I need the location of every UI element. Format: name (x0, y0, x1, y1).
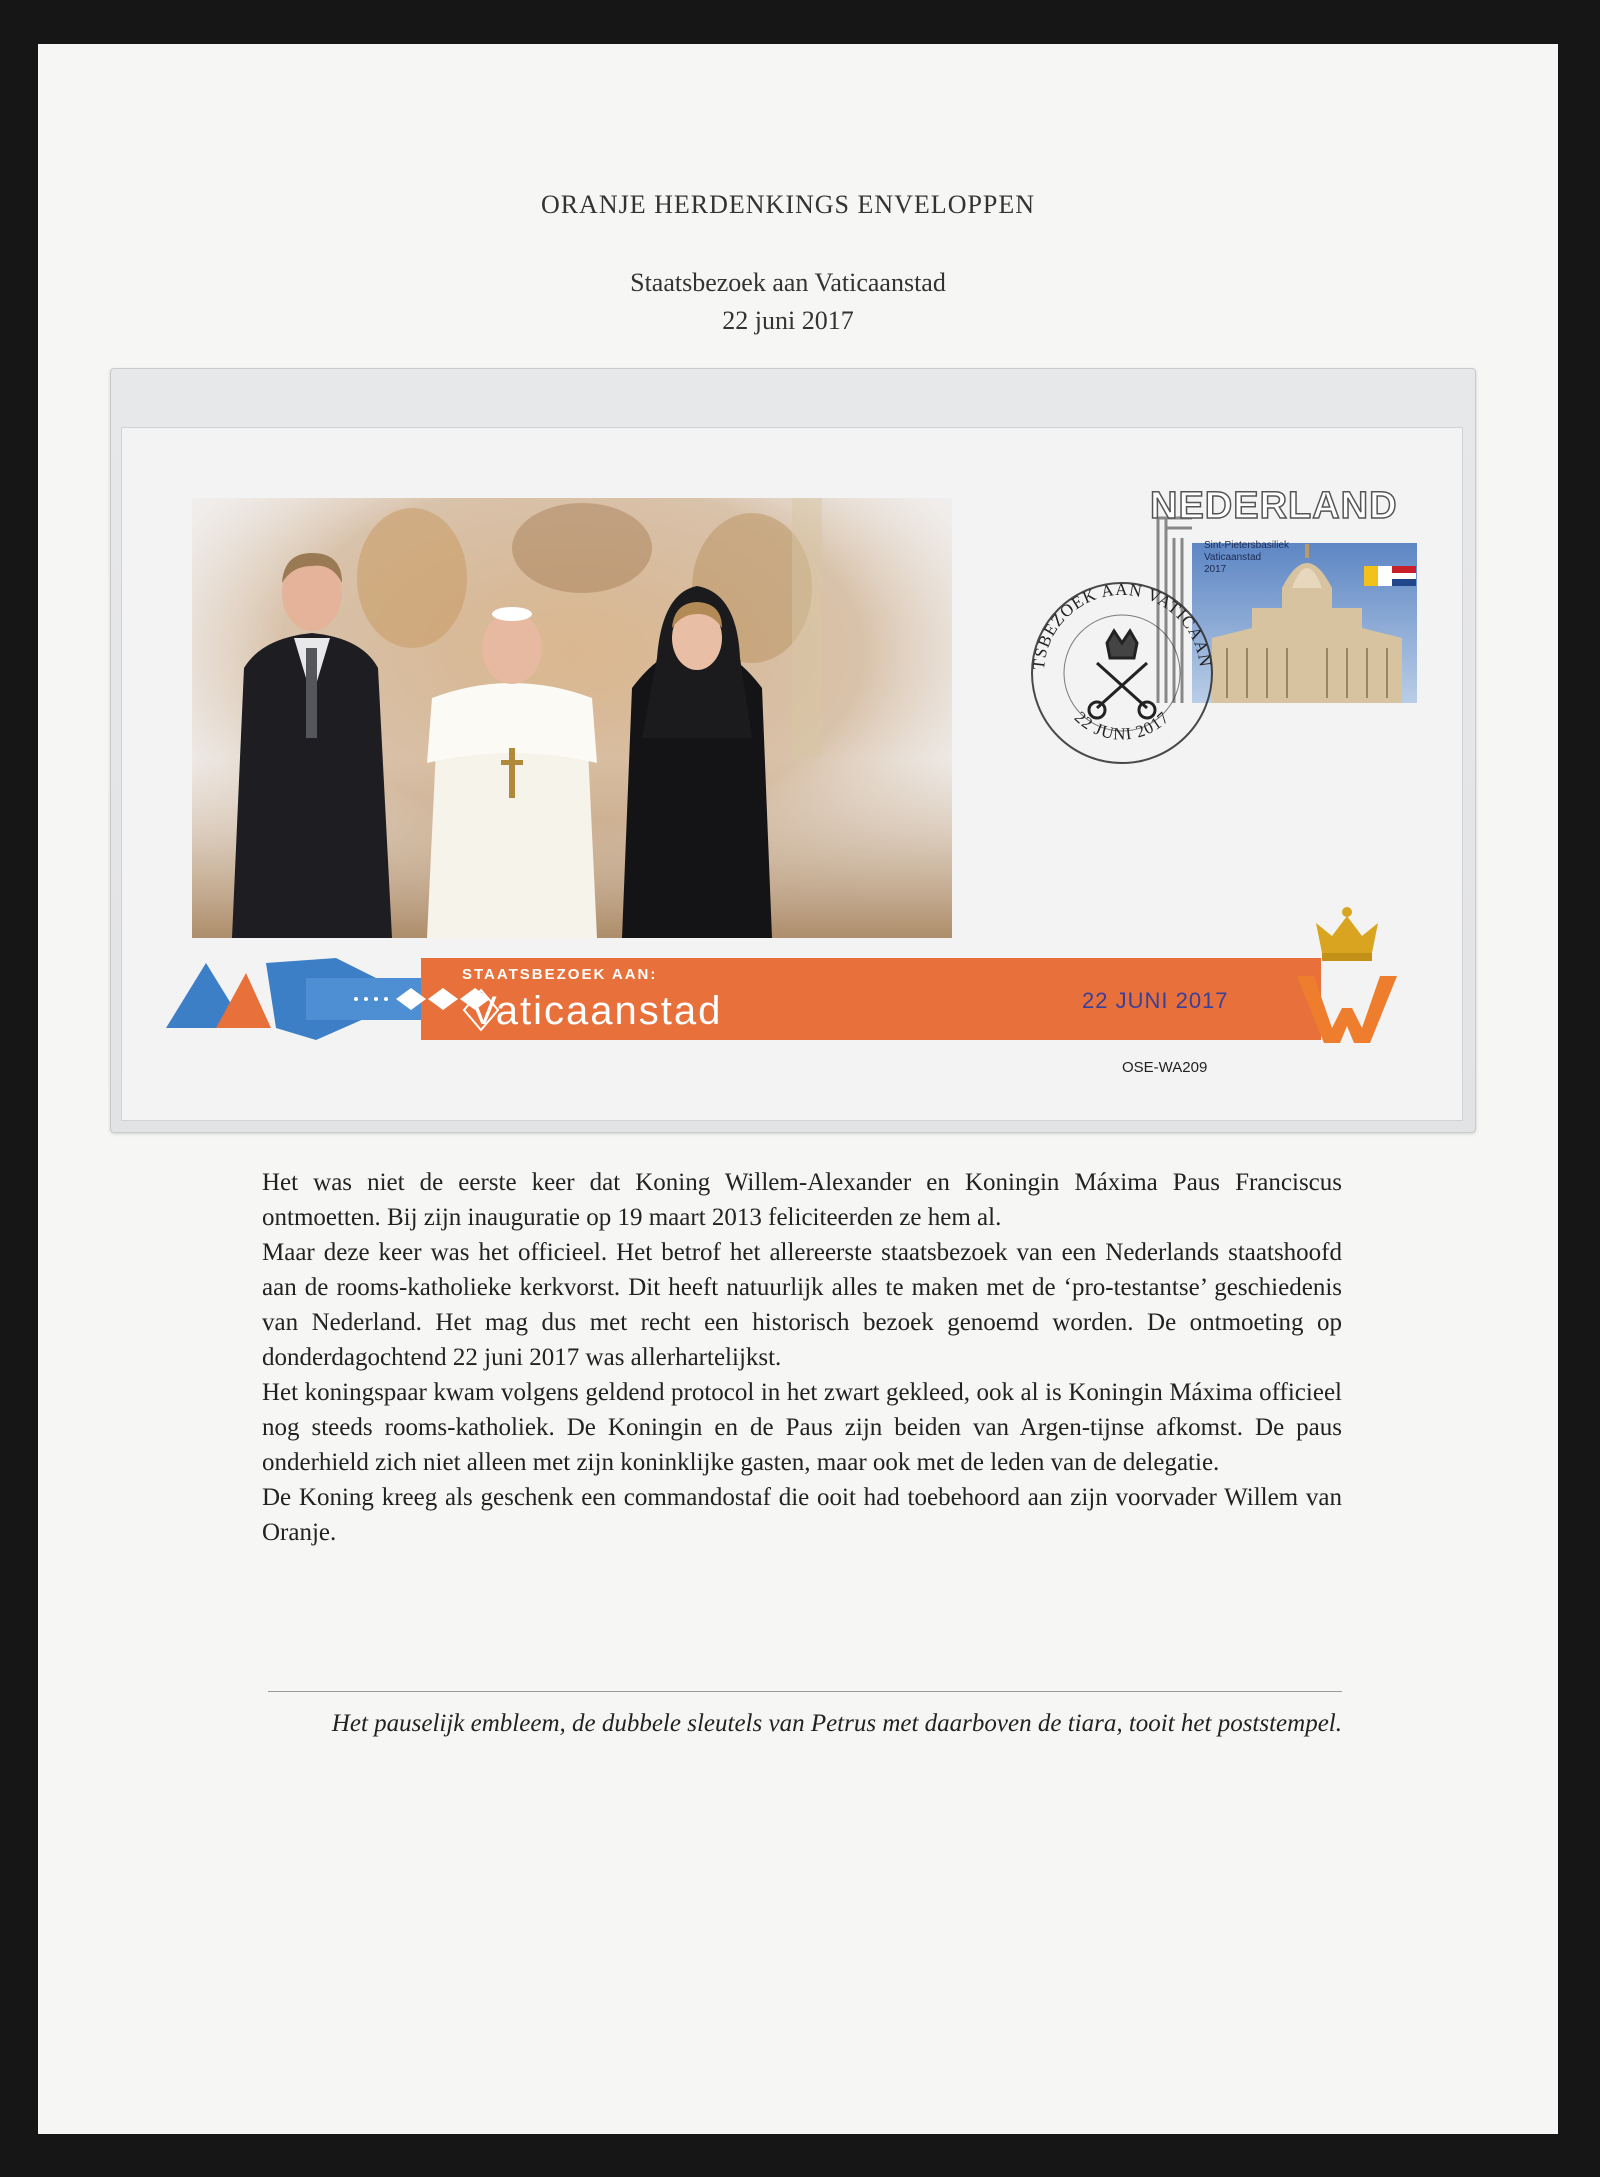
svg-text:22 JUNI 2017 (1071, 708, 1173, 744)
commemorative-envelope (121, 427, 1463, 1121)
stamp-caption-2: Vaticaanstad (1204, 552, 1262, 563)
stamp-country: NEDERLAND (1150, 485, 1398, 527)
banner-destination-rest: aticaanstad (495, 989, 723, 1033)
envelope-code: OSE-WA209 (1122, 1059, 1208, 1076)
banner-label: STAATSBEZOEK AAN: (462, 966, 658, 983)
banner-destination (470, 988, 723, 1034)
stamp-caption (1204, 540, 1314, 576)
paragraph: De Koning kreeg als geschenk een commandostaf die ooit had toebehoord aan zijn voorvader Willem van Oranje. (262, 1484, 1342, 1546)
divider (268, 1691, 1342, 1692)
body-text (262, 1165, 1342, 1550)
wa-monogram-icon (1297, 976, 1397, 1043)
postmark-ring-text: STAATSBEZOEK AAN VATICAANSTAD (1015, 558, 1215, 671)
postmark-date: 22 JUNI 2017 (1070, 707, 1174, 744)
stamp-caption-1: Sint-Pietersbasiliek (1204, 540, 1290, 551)
paragraph: Maar deze keer was het officieel. Het betrof het allereerste staatsbezoek van een Nederlands staatshoofd aan de rooms-katholieke kerkvorst. Dit heeft natuurlijk alles te maken met de ‘pro-testantse’ geschiedenis van Nederland. Het mag dus met recht een historisch bezoek genoemd worden. De ontmoeting op donderdagochtend 22 juni 2017 was allerhartelijkst. (262, 1239, 1342, 1371)
royal-visit-photo (192, 498, 952, 938)
page-title: ORANJE HERDENKINGS ENVELOPPEN (540, 190, 1036, 219)
crown-icon (1316, 907, 1378, 961)
subtitle-event: Staatsbezoek aan Vaticaanstad (630, 268, 946, 297)
vatican-flag (1364, 566, 1392, 586)
page-subtitle (0, 264, 1576, 340)
banner-destination-initial: V (470, 989, 496, 1033)
paragraph: Het koningspaar kwam volgens geldend protocol in het zwart gekleed, ook al is Koningin Máxima officieel nog steeds rooms-katholiek. De Koningin en de Paus zijn beiden van Argen-tijnse afkomst. De paus onderhield zich niet alleen met zijn koninklijke gasten, maar ook met de leden van de delegatie. (262, 1379, 1342, 1476)
dutch-flag (1392, 566, 1416, 586)
banner-date: 22 JUNI 2017 (1082, 988, 1229, 1013)
stamp-caption-3: 2017 (1204, 564, 1227, 575)
postmark (1015, 558, 1222, 773)
royal-monogram (1292, 898, 1402, 1048)
postmark-caption: Het pauselijk embleem, de dubbele sleutels van Petrus met daarboven de tiara, tooit het poststempel. (331, 1710, 1342, 1737)
subtitle-date: 22 juni 2017 (722, 306, 854, 335)
papal-keys-icon (1089, 631, 1155, 718)
paragraph: Het was niet de eerste keer dat Koning Willem-Alexander en Koningin Máxima Paus Franciscus ontmoetten. Bij zijn inauguratie op 19 maart 2013 feliciteerden ze hem al. (262, 1169, 1342, 1231)
